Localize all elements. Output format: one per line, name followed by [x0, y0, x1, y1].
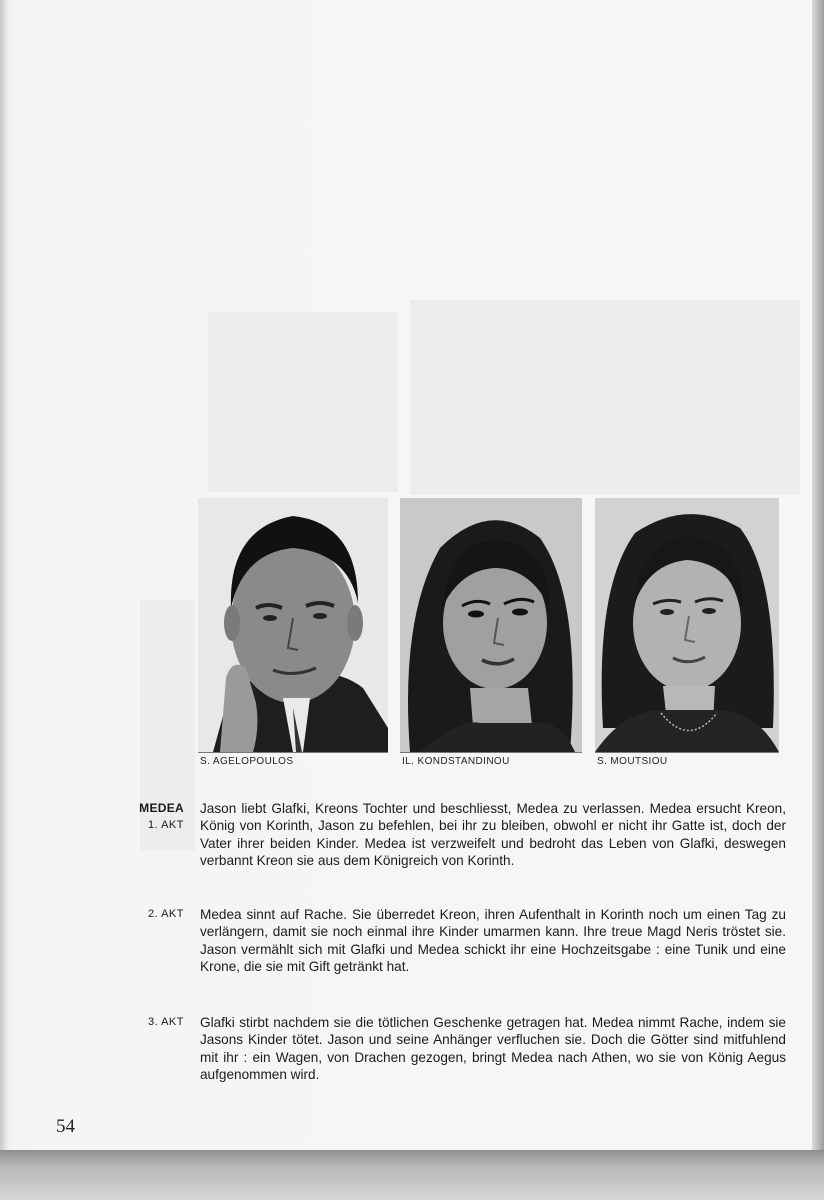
photo-caption-2: IL. KONDSTANDINOU: [402, 756, 510, 767]
act-label: 2. AKT: [147, 908, 184, 920]
portrait-man-image: [198, 498, 388, 752]
act-synopsis: Jason liebt Glafki, Kreons Tochter und beschliesst, Medea zu verlassen. Medea ersucht Kreon, König von Korinth, Jason zu befehlen, bei ihr zu bleiben, obwohl er nicht ihr Gatte ist, doch der Vater ihrer beiden Kinder. Medea ist verzweifelt und bedroht das Leben von Glafki, deswegen verbannt Kreon sie aus dem Königreich von Korinth.: [200, 801, 786, 869]
show-through-block: [410, 300, 800, 495]
act-3-section: [130, 1014, 790, 1104]
caption-rule: [198, 752, 388, 753]
caption-rule: [595, 752, 779, 753]
scan-bottom-shadow: [0, 1150, 824, 1200]
act-1-section: [130, 800, 790, 890]
photo-caption-3: S. MOUTSIOU: [597, 756, 668, 767]
page-edge: [812, 0, 824, 1160]
act-synopsis: Glafki stirbt nachdem sie die tötlichen Geschenke getragen hat. Medea nimmt Rache, indem sie Jasons Kinder tötet. Jason und seine Anhänger verfluchen sie. Doch die Götter sind mitfuhlend mit ihr : ein Wagen, von Drachen gezogen, bringt Medea nach Athen, wo sie von König Aegus aufgenommen wird.: [200, 1015, 786, 1083]
photo-caption-1: S. AGELOPOULOS: [200, 756, 294, 767]
opera-title: MEDEA: [139, 801, 184, 815]
portrait-photo-agelopoulos: [198, 498, 388, 752]
page-number: 54: [56, 1116, 75, 1137]
act-2-section: [130, 906, 790, 996]
portrait-photo-kondstandinou: [400, 498, 582, 752]
portrait-woman-image: [595, 498, 779, 752]
portrait-photo-moutsiou: [595, 498, 779, 752]
portrait-woman-image: [400, 498, 582, 752]
act-label: 1. AKT: [147, 819, 184, 831]
caption-rule: [400, 752, 582, 753]
act-label: 3. AKT: [147, 1016, 184, 1028]
act-synopsis: Medea sinnt auf Rache. Sie überredet Kreon, ihren Aufenthalt in Korinth noch um einen Tag zu verlängern, damit sie noch einmal ihre Kinder umarmen kann. Ihre treue Magd Neris tröstet sie. Jason vermählt sich mit Glafki und Medea schickt ihr eine Hochzeitsgabe : eine Tunik und eine Krone, die sie mit Gift getränkt hat.: [200, 907, 786, 975]
show-through-block: [208, 312, 398, 492]
